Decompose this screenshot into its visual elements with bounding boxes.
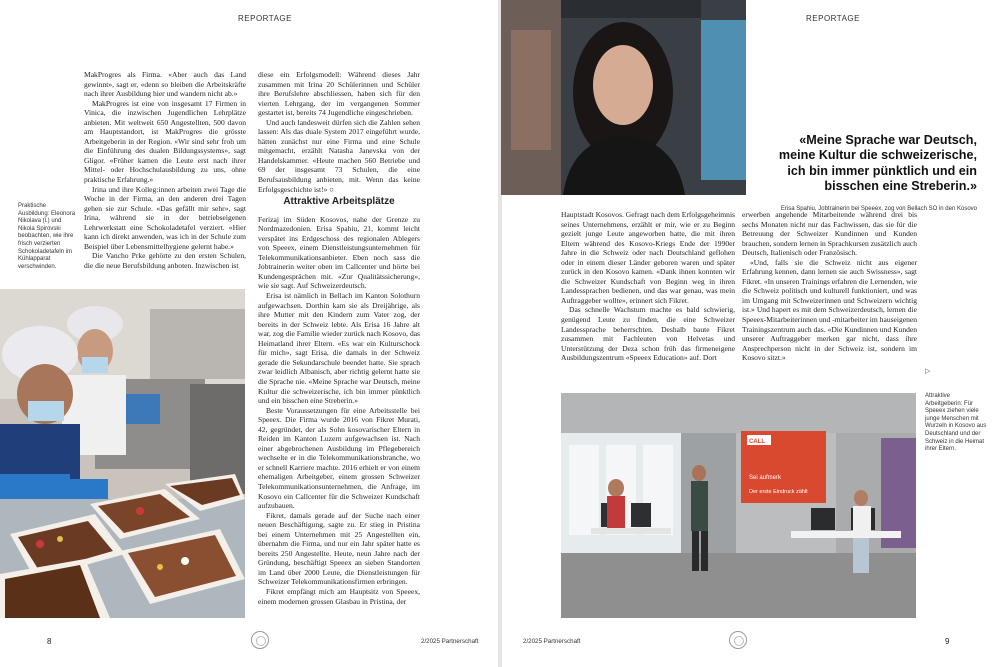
paragraph: Ferizaj im Süden Kosovos, nahe der Grenze zu Nordmazedonien. Erisa Spahiu, 21, kommt leicht verspätet ins Erdgeschoss des regionalen Ablegers von Speeex, einem Dienstleistungsunternehmen für Telekommunikationsanbieter. Eben noch sass die Jobtrainerin weiter oben im Callcenter und hörte bei Kundengesprächen mit. «Zur Qualitätssicherung», wie sie sagt. Auf Schweizerdeutsch. [258, 214, 420, 291]
paragraph: MakProgres als Firma. «Aber auch das Land gewinnt», sagt er, «denn so bleiben die Arbeitskräfte nach ihrer Ausbildung hier und wandern nicht ab.» [84, 70, 246, 99]
paragraph: erwerben angehende Mitarbeitende während drei bis sechs Monaten nicht nur das Fachwissen, das sie für die Betreuung der Schweizer Kundinnen und Kunden brauchen, sondern lernen in Sprachkursen zusätzlich auch Deutsch, Italienisch oder Französisch. [742, 210, 917, 258]
text-column-4 [742, 210, 917, 390]
rubric-left: REPORTAGE [238, 14, 292, 23]
rubric-right: REPORTAGE [806, 14, 860, 23]
screen-logo-text: CALL [749, 439, 765, 445]
paragraph: Irina und ihre Kolleg:innen arbeiten zwei Tage die Woche in der Firma, an den anderen drei Tagen gehen sie zur Schule. «Das gefällt mir sehr», sagt Irina, während sie in der betriebseigenen Lehrwerkstatt eine Schokoladetafel verziert. «Hier kann ich direkt anwenden, was ich in der Schule zum Beispiel über Lebensmittelhygiene gelernt habe.» [84, 184, 246, 251]
paragraph: MakProgres ist eine von insgesamt 17 Firmen in Vinica, die inzwischen Jugendlichen Lehrplätze anbieten. Mit weltweit 650 Angestellten, 500 davon am Hauptstandort, ist MakProgres die grösste Arbeitgeberin in der Region. «Wir sind sehr froh um die Einführung des dualen Bildungssystems», sagt Gligor. «Früher kamen die Leute erst nach ihrer Mittel- oder Hochschulausbildung zu uns, ohne praktische Erfahrung.» [84, 98, 246, 185]
photo-portrait-erisa-image [501, 0, 746, 195]
photo-chocolate-workshop-image [0, 289, 245, 618]
paragraph: Das schnelle Wachstum machte es bald schwierig, genügend Leute zu finden, die eine Schweizer Landessprache beherrschten. Deshalb baute Fikret zusammen mit Fachleuten von Helvetas und Unterstützung der Deza schon früh das firmeneigene Ausbildungszentrum «Speeex Education» auf. Dort [561, 305, 735, 363]
paragraph: Hauptstadt Kosovos. Gefragt nach dem Erfolgsgeheimnis seines Unternehmens, erzählt er mir, wie er zu Beginn gezielt junge Leute angeworben hatte, die mit ihren Eltern während des Kosovo-Kriegs Ende der 1990er Jahre in die Schweiz oder nach Deutschland geflohen oder in einem dieser Länder geboren waren und später zurück in den Kosovo kamen. «Dank ihnen konnten wir die Schweizer Kundschaft von Beginn weg in ihren Landessprachen bedienen, und das war genau, was mein Auftraggeber wollte», erinnert sich Fikret. [561, 210, 735, 305]
issue-label-right: 2/2025 Partnerschaft [523, 638, 581, 645]
page-number-left: 8 [47, 637, 52, 646]
paragraph: Die Vancho Prke gehörte zu den ersten Schulen, die die neue Berufsbildung anboten. Inzwischen ist [84, 251, 246, 270]
globe-logo-icon [251, 631, 269, 649]
screen-text-line: Sei aufmerk [749, 475, 782, 481]
text-column-3 [561, 210, 735, 390]
photo-office-speeex-image [561, 393, 916, 618]
photo-chocolate-workshop [0, 289, 245, 618]
paragraph: Und auch landesweit dürfen sich die Zahlen sehen lassen: Als das duale System 2017 eingeführt wurde, hätten zunächst nur eine Firma und eine Schule mitgemacht, erzählt Natasha Janevska von der Handelskammer. «Heute machen 560 Betriebe und 69 der insgesamt 73 Schulen, die eine Berufsausbildung anbieten, mit. Wenn das keine Erfolgsgeschichte ist!» ○ [258, 117, 420, 194]
issue-label-left: 2/2025 Partnerschaft [421, 638, 479, 645]
paragraph: «Und, falls sie die Schweiz nicht aus eigener Erfahrung kennen, dann lernen sie auch Swissness», sagt Fikret. «In unseren Trainings erfahren die Lernenden, wie die Schweiz politisch und kulturell funktioniert, und was im Umgang mit Schweizerinnen und Schweizern wichtig ist.» Und hapert es mit dem Schweizerdeutsch, lernen die Speeex-Mitarbeiterinnen und -mitarbeiter im hauseigenen Trainingszentrum auch das. «Die Kundinnen und Kunden unserer Auftraggeber merken gar nicht, dass ihre Ansprechperson nicht in der Schweiz ist, sondern im Kosovo sitzt.» [742, 257, 917, 363]
photo-caption-right: Attraktive Arbeitgeberin: Für Speeex ziehen viele junge Menschen mit Wurzeln in Kosovo aus Deutschland und der Schweiz in die Heimat ihrer Eltern. [925, 393, 987, 453]
paragraph: Fikret, damals gerade auf der Suche nach einer neuen Beschäftigung, sagte zu. Er stieg in Pristina bei einem Unternehmen mit 25 Angestellten ein, übernahm die Firma, und nur ein Jahr später hatte es bereits 250 Angestellte. Heute, neun Jahre nach der Gründung, beschäftigt Speeex an sieben Standorten im Land über 2000 Leute, die Dienstleistungen für Schweizer Telekommunikationsfirmen erbringen. [258, 510, 420, 587]
screen-text-line: Der erste Eindruck zählt [749, 489, 808, 495]
photo-caption-left: Praktische Ausbildung: Eleonora Nikolava (l.) und Nikola Spirovski beobachten, wie ihre frisch verzierten Schokoladetafeln im Kühlapparat verschwinden. [18, 203, 76, 270]
globe-logo-icon [729, 631, 747, 649]
pull-quote: «Meine Sprache war Deutsch, meine Kultur die schweizerische, ich bin immer pünktlich und ein bisschen eine Streberin.» [778, 133, 977, 194]
paragraph: Erisa ist nämlich in Bellach im Kanton Solothurn aufgewachsen. Dorthin kam sie als Dreijährige, als ihre Mutter mit den Kindern zum Vater zog, der bereits in der Schweiz lebte. Als Erisa 16 Jahre alt war, zog die Familie wieder zurück nach Kosovo, das Heimatland ihrer Eltern. «Es war ein Kulturschock für mich», sagt Erisa, die damals in der Schweiz gerade die Sekundarschule beendet hatte. Sie sprach zwar leidlich Albanisch, aber richtig gelernt hatte sie die Sprache nie. «Meine Sprache war Deutsch, meine Kultur die schweizerische, ich bin immer pünktlich und ein bisschen eine Streberin.» [258, 291, 420, 406]
subheading: Attraktive Arbeitsplätze [283, 196, 395, 208]
paragraph: Fikret empfängt mich am Hauptsitz von Speeex, einem modernen grossen Glasbau in Pristina, der [258, 586, 420, 606]
continuation-arrow-icon: ▷ [925, 367, 931, 375]
paragraph: diese ein Erfolgsmodell: Während dieses Jahr zusammen mit Irina 20 Schülerinnen und Schüler ihre Berufslehre abschliessen, haben sich für den vierten Lehrgang, der im vergangenen Sommer gestartet ist, bereits 74 Jugendliche eingeschrieben. [258, 70, 420, 118]
photo-portrait-erisa [501, 0, 746, 195]
text-column-2 [258, 70, 420, 618]
paragraph: Beste Voraussetzungen für eine Arbeitsstelle bei Speeex. Die Firma wurde 2016 von Fikret Murati, 42, gegründet, der als Sohn kosovarischer Eltern in Reiden im Kanton Luzern aufgewachsen ist. Nach einer abgebrochenen Ausbildung im Pflegebereich wechselte er in die Telekommunikationsbranche, wo er schnell Karriere machte. 2016 erhielt er von einem ehemaligen Arbeitgeber, einem grossen Schweizer Telekommunikationsunternehmen, die Anfrage, im Kosovo ein Callcenter für die Schweizer Kundschaft aufzubauen. [258, 405, 420, 511]
page-number-right: 9 [945, 637, 950, 646]
photo-office-speeex [561, 393, 916, 618]
pull-quote-caption: Erisa Spahiu, Jobtrainerin bei Speeex, zog von Bellach SO in den Kosovo [780, 206, 977, 212]
text-column-1 [84, 70, 246, 275]
